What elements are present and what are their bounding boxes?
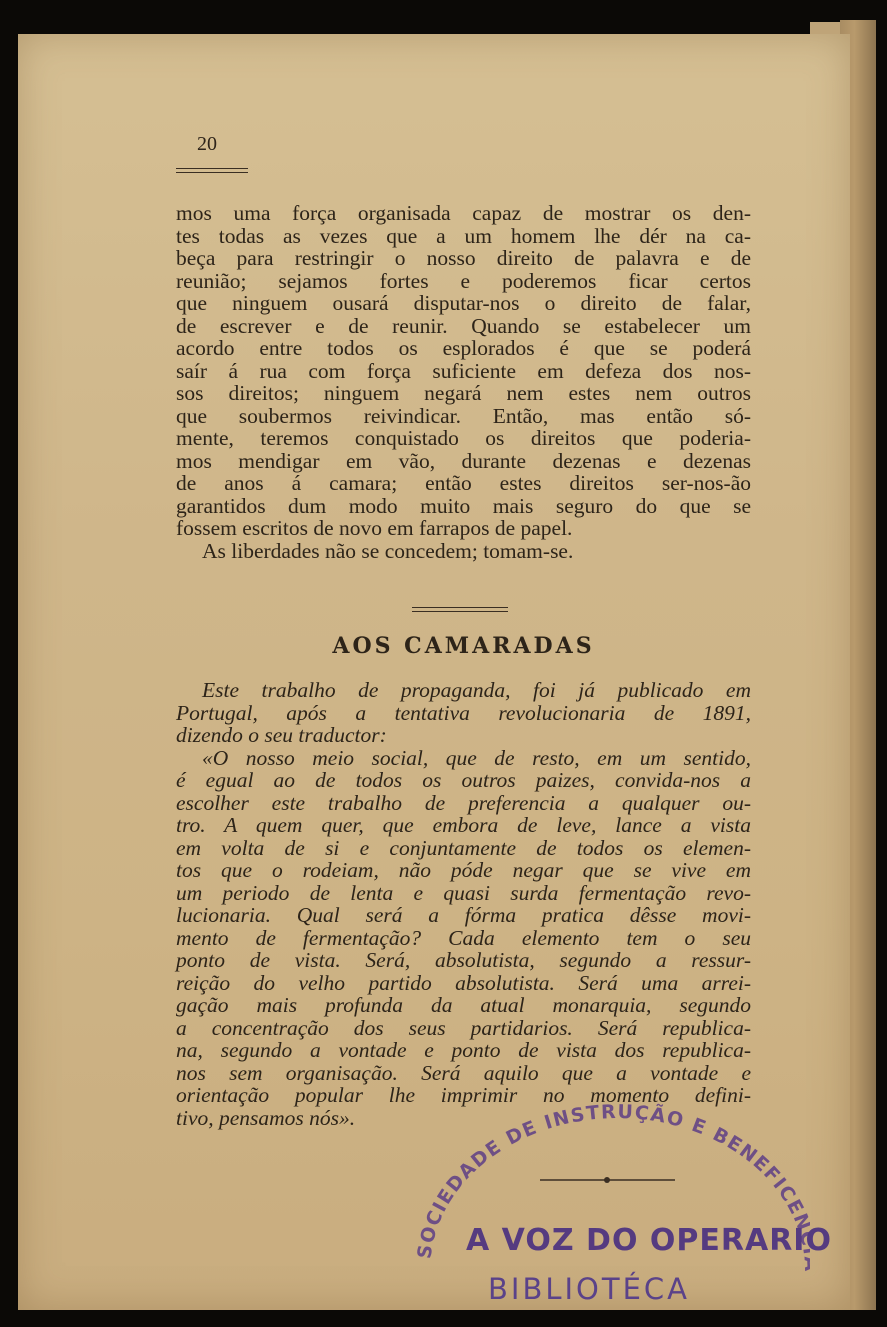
stamp-footer: BIBLIOTÉCA <box>488 1272 691 1306</box>
body-paragraph <box>176 202 751 562</box>
text-line: mos uma força organisada capaz de mostrar os den- <box>176 201 751 225</box>
text-line: Portugal, após a tentativa revolucionaria de 1891, <box>176 700 751 725</box>
text-line: de anos á camara; então estes direitos ser-nos-ão <box>176 471 751 495</box>
text-line: é egual ao de todos os outros paizes, convida-nos a <box>176 768 751 792</box>
text-line: que ninguem ousará disputar-nos o direito de falar, <box>176 291 751 315</box>
text-line: beça para restringir o nosso direito de palavra e de <box>176 246 751 270</box>
section-divider <box>412 607 508 608</box>
text-line: de escrever e de reunir. Quando se estabelecer um <box>176 313 751 338</box>
text-line: mento de fermentação? Cada elemento tem o seu <box>176 925 751 950</box>
page-number-rule-2 <box>176 172 248 173</box>
text-line: escolher este trabalho de preferencia a qualquer ou- <box>176 790 751 815</box>
text-line: reunião; sejamos fortes e poderemos ficar certos <box>176 268 751 293</box>
text-line: nos sem organisação. Será aquilo que a vontade e <box>176 1060 751 1085</box>
text-line: em volta de si e conjuntamente de todos os elemen- <box>176 835 751 860</box>
text-line: tes todas as vezes que a um homem lhe dér na ca- <box>176 223 751 248</box>
text-line: um periodo de lenta e quasi surda fermentação revo- <box>176 880 751 905</box>
section-divider-2 <box>412 611 508 612</box>
section-heading: AOS CAMARADAS <box>332 633 595 659</box>
text-line: fossem escritos de novo em farrapos de papel. <box>176 516 573 540</box>
text-line: gação mais profunda da atual monarquia, segundo <box>176 993 751 1017</box>
text-line: lucionaria. Qual será a fórma pratica dêsse movi- <box>176 903 751 927</box>
text-line: reição do velho partido absolutista. Será uma arrei- <box>176 970 751 995</box>
stamp-title: A VOZ DO OPERARIO <box>466 1223 832 1258</box>
text-line: acordo entre todos os esplorados é que se poderá <box>176 336 751 360</box>
section-paragraph <box>176 679 751 1129</box>
text-line: mente, teremos conquistado os direitos que poderia- <box>176 426 751 450</box>
text-line: orientação popular lhe imprimir no momento defini- <box>176 1083 751 1107</box>
text-line: sos direitos; ninguem negará nem estes nem outros <box>176 381 751 405</box>
text-line: a concentração dos seus partidarios. Será republica- <box>176 1015 751 1040</box>
text-line: As liberdades não se concedem; tomam-se. <box>202 538 574 563</box>
page-number: 20 <box>197 133 217 155</box>
text-line: garantidos dum modo muito mais seguro do que se <box>176 493 751 518</box>
text-line: mos mendigar em vão, durante dezenas e dezenas <box>176 448 751 473</box>
text-line: dizendo o seu traductor: <box>176 723 387 747</box>
text-line: tivo, pensamos nós». <box>176 1105 356 1130</box>
text-line: na, segundo a vontade e ponto de vista dos republica- <box>176 1038 751 1062</box>
stamp-arc-text: SOCIEDADE DE INSTRUÇÃO E BENEFICE <box>413 1100 809 1261</box>
text-line: tro. A quem quer, que embora de leve, lance a vista <box>176 813 751 837</box>
page-number-rule <box>176 168 248 169</box>
text-line: ponto de vista. Será, absolutista, segundo a ressur- <box>176 948 751 972</box>
text-line: saír á rua com força suficiente em defeza dos nos- <box>176 358 751 383</box>
text-line: que soubermos reivindicar. Então, mas então só- <box>176 403 751 428</box>
text-line: «O nosso meio social, que de resto, em um sentido, <box>202 745 751 770</box>
text-line: tos que o rodeiam, não póde negar que se vive em <box>176 858 751 882</box>
text-line: Este trabalho de propaganda, foi já publicado em <box>202 678 751 702</box>
